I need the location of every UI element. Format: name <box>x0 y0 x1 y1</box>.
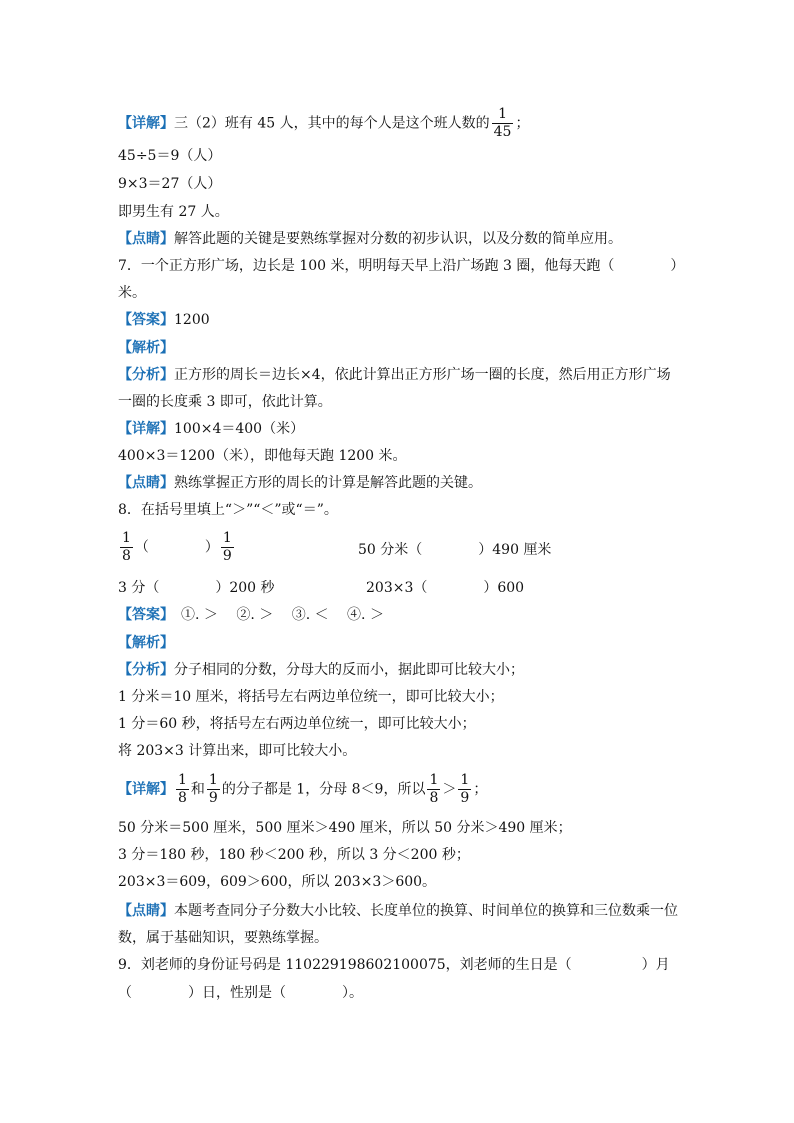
conclusion-line: 即男生有 27 人。 <box>118 204 229 220</box>
analysis-line: 【分析】正方形的周长＝边长×4，依此计算出正方形广场一圈的长度，然后用正方形广场 <box>118 367 671 383</box>
fraction: $\frac{1}{8}$ <box>178 772 187 806</box>
answer-line: 【答案】 ①. ＞ ②. ＞ ③. ＜ ④. ＞ <box>118 607 384 623</box>
calc-line: 45÷5＝9（人） <box>118 148 222 164</box>
detail-line: 3 分＝180 秒，180 秒＜200 秒，所以 3 分＜200 秒； <box>118 847 470 863</box>
question-9-line: （ ）日，性别是（ ）。 <box>118 985 363 1001</box>
fraction: $\frac{1}{8}$ <box>429 772 439 806</box>
answer-line <box>118 310 210 330</box>
analysis-heading: 【解析】 <box>118 635 174 651</box>
fraction: $\frac{1}{9}$ <box>222 530 232 564</box>
detail-line: 【详解】三（2）班有 45 人，其中的每个人是这个班人数的 $\frac{1}{45}$ ； <box>118 106 530 140</box>
fraction: $\frac{1}{9}$ <box>208 772 218 806</box>
compare-item-1: $\frac{1}{8}$ （ ） $\frac{1}{9}$ <box>122 530 232 564</box>
analysis-line: 1 分米＝10 厘米，将括号左右两边单位统一，即可比较大小； <box>118 689 504 705</box>
detail-line: 400×3＝1200（米），即他每天跑 1200 米。 <box>118 448 407 464</box>
calc-line: 9×3＝27（人） <box>118 176 222 192</box>
point-line: 【点睛】熟练掌握正方形的周长的计算是解答此题的关键。 <box>118 475 482 491</box>
detail-line: 【详解】 $\frac{1}{8}$ 和 $\frac{1}{9}$ 的分子都是 1，分母 8＜9，所以 $\frac{1}{8}$ ＞ $\frac{1}{9}$ ； <box>118 772 488 806</box>
detail-line: 【详解】100×4＝400（米） <box>118 421 305 437</box>
answer-value: 1200 <box>174 312 210 328</box>
compare-item-4: 203×3（ ）600 <box>366 580 525 596</box>
analysis-line: 【分析】分子相同的分数，分母大的反而小，据此即可比较大小； <box>118 662 524 678</box>
question-8-stem: 8．在括号里填上“＞”“＜”或“＝”。 <box>118 502 338 518</box>
analysis-line: 将 203×3 计算出来，即可比较大小。 <box>118 743 357 759</box>
answer-label: 【答案】 <box>118 312 174 328</box>
detail-line: 203×3＝609，609＞600，所以 203×3＞600。 <box>118 874 437 890</box>
analysis-line: 1 分＝60 秒，将括号左右两边单位统一，即可比较大小； <box>118 716 476 732</box>
fraction: $\frac{1}{45}$ <box>493 106 512 140</box>
point-line: 【点睛】本题考查同分子分数大小比较、长度单位的换算、时间单位的换算和三位数乘一位 <box>118 903 678 919</box>
analysis-heading: 【解析】 <box>118 340 174 356</box>
point-label: 【点睛】 <box>118 231 174 247</box>
question-9-line: 9．刘老师的身份证号码是 110229198602100075，刘老师的生日是（ ）月 <box>118 957 670 973</box>
point-line: 数，属于基础知识，要熟练掌握。 <box>118 930 328 946</box>
detail-line: 50 分米＝500 厘米，500 厘米＞490 厘米，所以 50 分米＞490 厘米； <box>118 820 572 836</box>
compare-item-3: 3 分（ ）200 秒 <box>118 580 275 596</box>
fenxi-label: 【分析】 <box>118 367 174 383</box>
answer-value: ①. ＞ ②. ＞ ③. ＜ ④. ＞ <box>167 607 384 623</box>
question-7-line: 7．一个正方形广场，边长是 100 米，明明每天早上沿广场跑 3 圈，他每天跑（ ） <box>118 258 685 274</box>
analysis-line: 一圈的长度乘 3 即可，依此计算。 <box>118 394 332 410</box>
detail-text: 三（2）班有 45 人，其中的每个人是这个班人数的 <box>174 115 490 132</box>
fraction: $\frac{1}{8}$ <box>122 530 131 564</box>
fraction: $\frac{1}{9}$ <box>460 772 470 806</box>
point-line: 【点睛】解答此题的关键是要熟练掌握对分数的初步认识，以及分数的简单应用。 <box>118 231 622 247</box>
question-7-line: 米。 <box>118 285 146 301</box>
detail-label: 【详解】 <box>118 115 174 132</box>
compare-item-2: 50 分米（ ）490 厘米 <box>358 542 552 558</box>
